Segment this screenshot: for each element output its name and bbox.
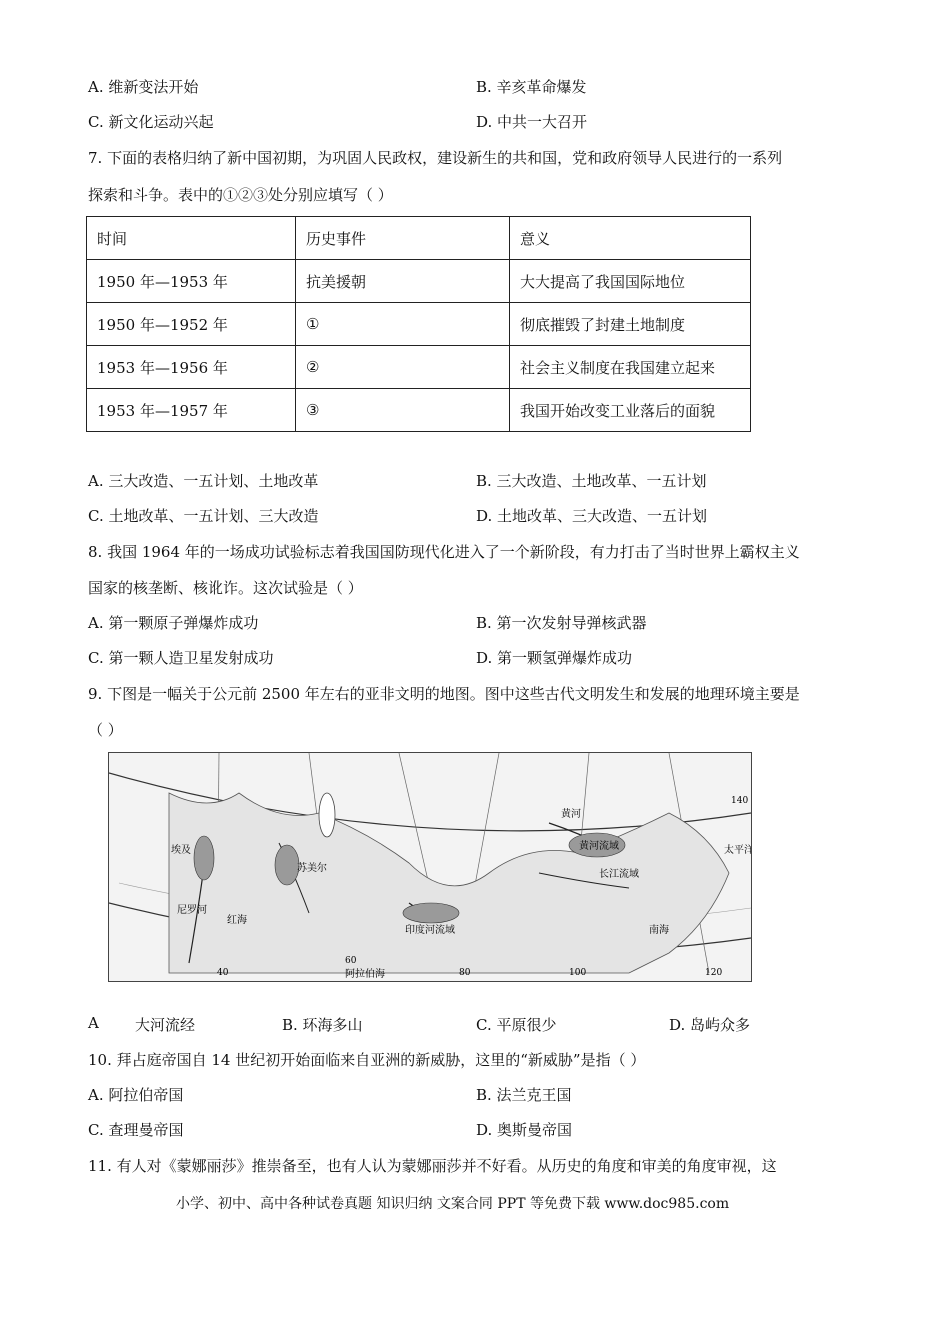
q7-stem-line1: 7. 下面的表格归纳了新中国初期，为巩固人民政权，建设新生的共和国，党和政府领导人民进行的一系列: [88, 149, 783, 167]
table-header-row: [87, 217, 751, 260]
table-cell: 1953 年—1956 年: [87, 346, 296, 389]
q8-stem-line2: 国家的核垄断、核讹诈。这次试验是（ ）: [88, 579, 363, 597]
q7-option-d: D. 土地改革、三大改造、一五计划: [476, 507, 708, 525]
page-footer: 小学、初中、高中各种试卷真题 知识归纳 文案合同 PPT 等免费下载 www.doc985.com: [176, 1196, 730, 1212]
q9-option-a-letter: A: [88, 1014, 99, 1032]
label-pacific: 太平洋: [724, 845, 751, 856]
label-yellow-river: 黄河: [561, 809, 581, 820]
q6-option-d: D. 中共一大召开: [476, 113, 588, 131]
table-cell: ②: [296, 346, 510, 389]
q6-option-c: C. 新文化运动兴起: [88, 113, 214, 131]
label-south-sea: 南海: [649, 925, 669, 936]
q9-stem-line1: 9. 下图是一幅关于公元前 2500 年左右的亚非文明的地图。图中这些古代文明发生和发展的地理环境主要是: [88, 685, 800, 703]
table-row: [87, 389, 751, 432]
q8-option-d: D. 第一颗氢弹爆炸成功: [476, 649, 633, 667]
table-cell: 我国开始改变工业落后的面貌: [510, 389, 751, 432]
ancient-civilizations-map: [108, 752, 752, 982]
table-header-event: 历史事件: [296, 217, 510, 260]
q9-option-a-text: 大河流经: [135, 1016, 196, 1034]
label-deg120: 120: [705, 968, 723, 978]
label-deg140: 140: [731, 796, 749, 806]
q10-stem: 10. 拜占庭帝国自 14 世纪初开始面临来自亚洲的新威胁，这里的“新威胁”是指（ ）: [88, 1051, 646, 1069]
egypt-area: [194, 836, 214, 880]
label-deg80: 80: [459, 968, 471, 978]
q10-option-a: A. 阿拉伯帝国: [88, 1086, 184, 1104]
q7-stem-line2: 探索和斗争。表中的①②③处分别应填写（ ）: [88, 186, 393, 204]
q7-table: [86, 216, 751, 432]
table-cell: ①: [296, 303, 510, 346]
q9-option-b: B. 环海多山: [282, 1016, 363, 1034]
label-deg100: 100: [569, 968, 587, 978]
q7-option-b: B. 三大改造、土地改革、一五计划: [476, 472, 707, 490]
table-header-time: 时间: [87, 217, 296, 260]
label-yellow-basin: 黄河流域: [579, 841, 619, 852]
q9-option-d: D. 岛屿众多: [669, 1016, 751, 1034]
table-header-meaning: 意义: [510, 217, 751, 260]
table-cell: 彻底摧毁了封建土地制度: [510, 303, 751, 346]
table-cell: 1953 年—1957 年: [87, 389, 296, 432]
table-cell: 抗美援朝: [296, 260, 510, 303]
q8-option-a: A. 第一颗原子弹爆炸成功: [88, 614, 259, 632]
table-cell: 大大提高了我国国际地位: [510, 260, 751, 303]
q7-option-a: A. 三大改造、一五计划、土地改革: [88, 472, 319, 490]
label-deg40: 40: [217, 968, 229, 978]
label-deg60: 60: [345, 956, 357, 966]
table-cell: 1950 年—1952 年: [87, 303, 296, 346]
table-row: [87, 303, 751, 346]
table-cell: ③: [296, 389, 510, 432]
sumer-area: [275, 845, 299, 885]
q6-option-b: B. 辛亥革命爆发: [476, 78, 587, 96]
q6-option-a: A. 维新变法开始: [88, 78, 199, 96]
q10-option-b: B. 法兰克王国: [476, 1086, 572, 1104]
label-egypt: 埃及: [171, 845, 191, 856]
label-nile: 尼罗河: [177, 905, 207, 916]
q11-stem-line1: 11. 有人对《蒙娜丽莎》推崇备至，也有人认为蒙娜丽莎并不好看。从历史的角度和审美的角度审视，这: [88, 1157, 777, 1175]
label-sumer: 苏美尔: [297, 863, 327, 874]
q7-option-c: C. 土地改革、一五计划、三大改造: [88, 507, 319, 525]
table-cell: 1950 年—1953 年: [87, 260, 296, 303]
q9-option-c: C. 平原很少: [476, 1016, 557, 1034]
q10-option-c: C. 查理曼帝国: [88, 1121, 184, 1139]
q8-stem-line1: 8. 我国 1964 年的一场成功试验标志着我国国防现代化进入了一个新阶段，有力打击了当时世界上霸权主义: [88, 543, 800, 561]
q9-stem-line2: （ ）: [88, 721, 123, 739]
q8-option-c: C. 第一颗人造卫星发射成功: [88, 649, 274, 667]
table-cell: 社会主义制度在我国建立起来: [510, 346, 751, 389]
label-yangtze: 长江流域: [599, 869, 639, 880]
map-svg: [109, 753, 751, 981]
q8-option-b: B. 第一次发射导弹核武器: [476, 614, 647, 632]
table-row: [87, 260, 751, 303]
q10-option-d: D. 奥斯曼帝国: [476, 1121, 573, 1139]
label-indus: 印度河流域: [405, 925, 455, 936]
indus-area: [403, 903, 459, 923]
label-red-sea: 红海: [227, 915, 247, 926]
table-row: [87, 346, 751, 389]
label-arabian-sea: 阿拉伯海: [345, 969, 385, 980]
